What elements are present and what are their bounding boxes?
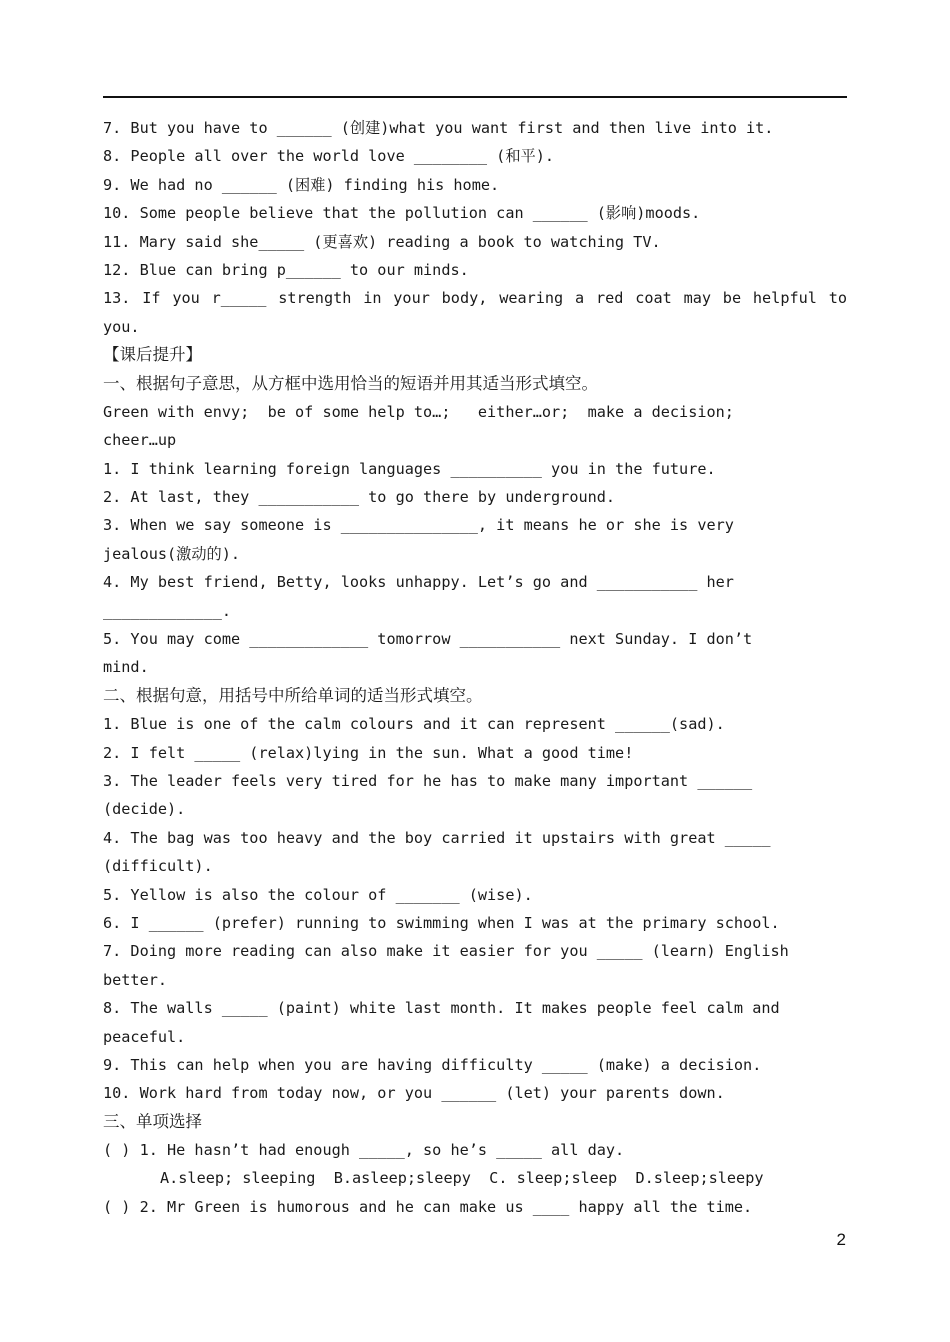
exercise-line: 7. But you have to ______ (创建)what you want first and then live into it.	[103, 119, 774, 137]
part2-item: peaceful.	[103, 1027, 186, 1046]
part2-item: 4. The bag was too heavy and the boy carried it upstairs with great _____	[103, 828, 771, 847]
part2-item: 9. This can help when you are having difficulty _____ (make) a decision.	[103, 1055, 762, 1074]
section-heading: 【课后提升】	[103, 345, 202, 365]
part1-item: 2. At last, they ___________ to go there by underground.	[103, 488, 616, 507]
part2-item: 8. The walls _____ (paint) white last month. It makes people feel calm and	[103, 999, 780, 1018]
worksheet-body	[103, 114, 847, 1221]
part2-item: 2. I felt _____ (relax)lying in the sun. What a good time!	[103, 743, 634, 762]
exercise-line: 13. If you r_____ strength in your body, wearing a red coat may be helpful to	[103, 289, 847, 308]
part1-item: mind.	[103, 658, 149, 677]
choice-question: ( ) 2. Mr Green is humorous and he can make us ____ happy all the time.	[103, 1197, 753, 1216]
exercise-line: 9. We had no ______ (困难) finding his home.	[103, 175, 500, 194]
part1-item: jealous(激动的).	[103, 544, 240, 563]
part2-item: (difficult).	[103, 857, 213, 876]
part2-item: 5. Yellow is also the colour of _______ (wise).	[103, 885, 533, 904]
phrase-box-line: cheer…up	[103, 431, 177, 450]
part1-title: 一、根据句子意思，从方框中选用恰当的短语并用其适当形式填空。	[103, 373, 598, 393]
exercise-line: 10. Some people believe that the pollution can ______ (影响)moods.	[103, 204, 701, 223]
exercise-line: you.	[103, 317, 140, 336]
exercise-line: 12. Blue can bring p______ to our minds.	[103, 260, 469, 279]
choice-question: ( ) 1. He hasn’t had enough _____, so he’s _____ all day.	[103, 1141, 625, 1160]
phrase-box-line: Green with envy; be of some help to…; either…or; make a decision;	[103, 402, 734, 421]
part2-item: 6. I ______ (prefer) running to swimming when I was at the primary school.	[103, 913, 780, 932]
part1-item: 1. I think learning foreign languages __________ you in the future.	[103, 459, 716, 478]
part2-item: better.	[103, 970, 168, 989]
choice-options: A.sleep; sleeping B.asleep;sleepy C. sleep;sleep D.sleep;sleepy	[160, 1169, 764, 1188]
part2-item: 1. Blue is one of the calm colours and it can represent ______(sad).	[103, 715, 725, 734]
part1-item: _____________.	[103, 601, 232, 620]
part2-title: 二、根据句意，用括号中所给单词的适当形式填空。	[103, 685, 483, 705]
part2-item: 3. The leader feels very tired for he has to make many important ______	[103, 771, 753, 790]
part3-title: 三、单项选择	[103, 1111, 202, 1131]
part2-item: 7. Doing more reading can also make it easier for you _____ (learn) English	[103, 942, 789, 961]
part2-item: 10. Work hard from today now, or you ______ (let) your parents down.	[103, 1084, 725, 1103]
part1-item: 4. My best friend, Betty, looks unhappy. Let’s go and ___________ her	[103, 573, 734, 592]
page-number: 2	[836, 1230, 846, 1249]
exercise-line: 8. People all over the world love ________ (和平).	[103, 147, 554, 166]
header-rule	[103, 96, 847, 98]
part1-item: 5. You may come _____________ tomorrow ___________ next Sunday. I don’t	[103, 630, 753, 649]
part2-item: (decide).	[103, 800, 186, 819]
part1-item: 3. When we say someone is _______________, it means he or she is very	[103, 516, 734, 535]
exercise-line: 11. Mary said she_____ (更喜欢) reading a book to watching TV.	[103, 232, 661, 251]
